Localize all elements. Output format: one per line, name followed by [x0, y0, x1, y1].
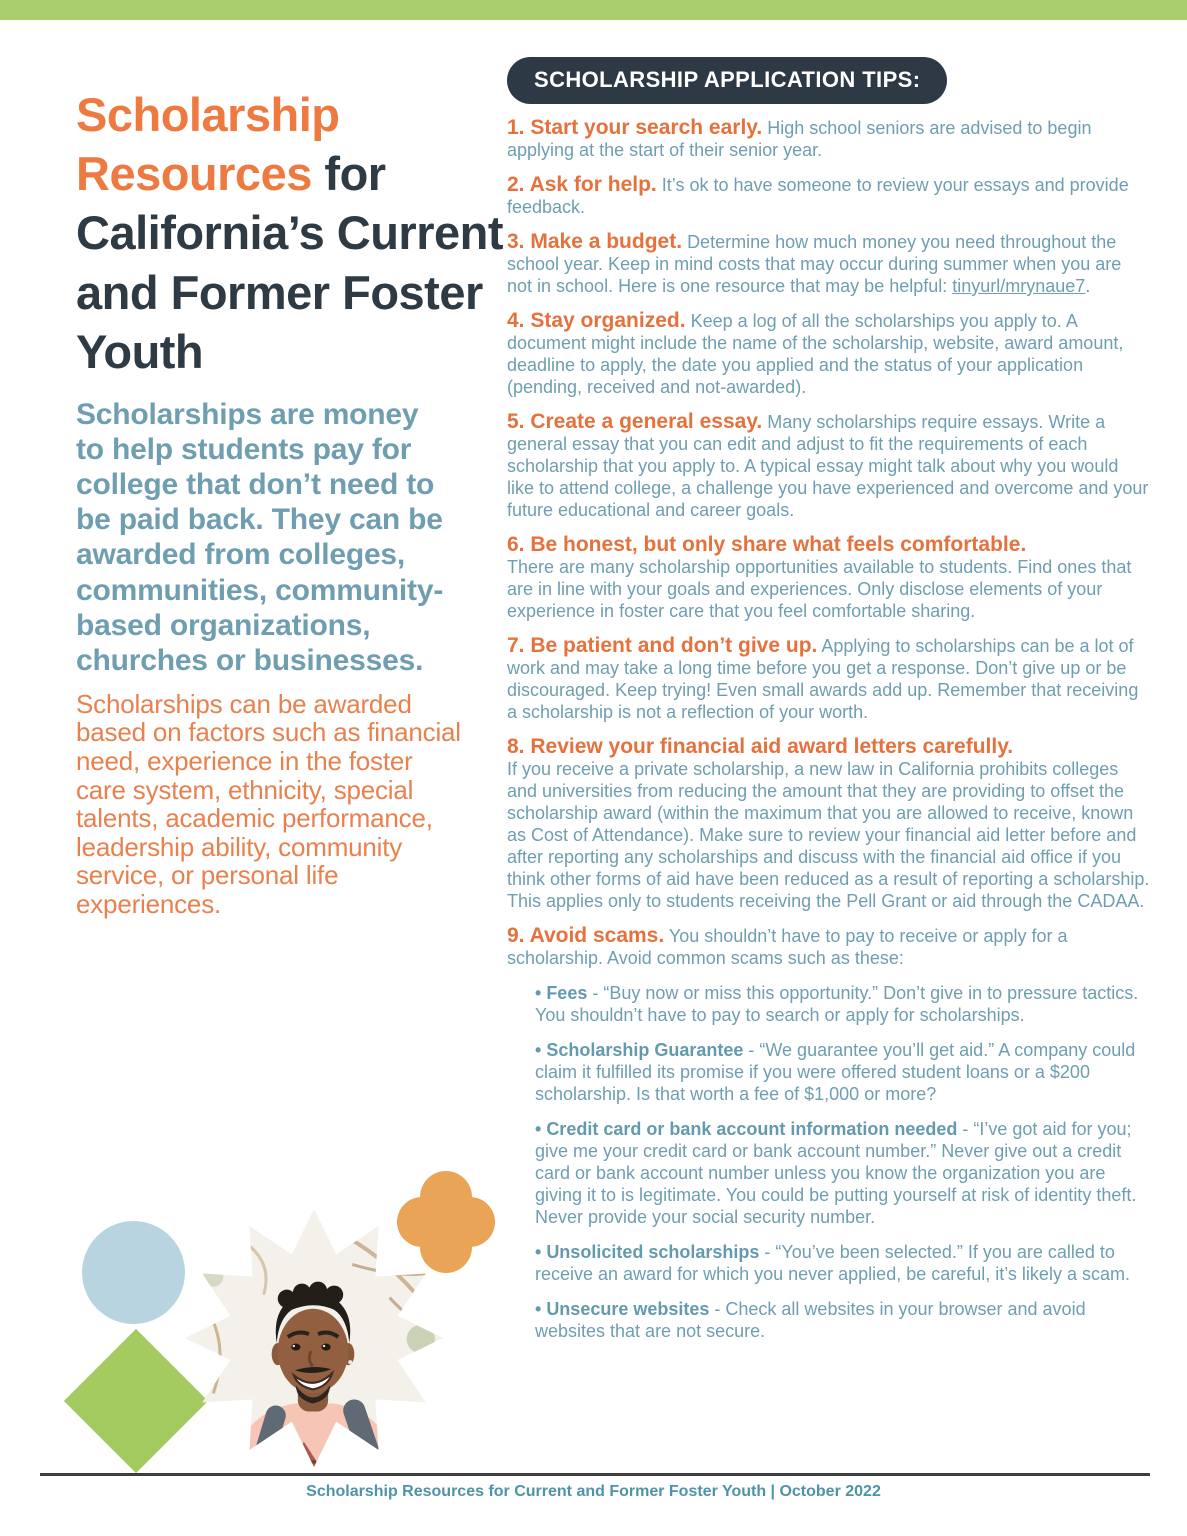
- scam-item: [535, 1118, 1150, 1228]
- scam-label: Unsolicited scholarships: [546, 1242, 760, 1262]
- tip-body-after: .: [1085, 276, 1091, 296]
- tip-item: [507, 310, 1150, 398]
- tip-item: [507, 534, 1150, 622]
- scam-item: [535, 982, 1150, 1026]
- tip-body: Many scholarships require essays. Write a general essay that you can edit and adjust to fit the requirements of each scholarship that you apply to. A typical essay might talk about why you would like to attend college, a challenge you have experienced and overcome and your future educational and career goals.: [507, 412, 1149, 520]
- tip-item: [507, 736, 1150, 912]
- footer-text: Scholarship Resources for Current and Former Foster Youth | October 2022: [306, 1483, 881, 1500]
- scam-label: Scholarship Guarantee: [546, 1040, 744, 1060]
- circle-shape: [82, 1221, 185, 1324]
- bullet-icon: •: [535, 1040, 547, 1060]
- tip-item: [507, 635, 1150, 723]
- tip-body: Determine how much money you need throughout the school year. Keep in mind costs that may occur during summer when you are not in school. Here is one resource that may be helpful:: [507, 232, 1122, 296]
- tip-heading: 1. Start your search early.: [507, 116, 763, 139]
- footer-divider: [40, 1473, 1150, 1476]
- tip-body: High school seniors are advised to begin applying at the start of their senior year.: [507, 118, 1092, 160]
- tip-link[interactable]: tinyurl/mrynaue7: [952, 276, 1086, 296]
- bullet-icon: •: [535, 1299, 547, 1319]
- bullet-icon: •: [535, 1242, 547, 1262]
- intro-paragraph: Scholarships are money to help students pay for college that don’t need to be paid back. They can be awarded from colleges, communities, community-based organizations, churches or businesses.: [76, 398, 444, 677]
- tip-heading: 3. Make a budget.: [507, 230, 683, 253]
- tip-body: It’s ok to have someone to review your essays and provide feedback.: [507, 175, 1129, 217]
- scam-item: [535, 1039, 1150, 1105]
- scam-label: Credit card or bank account information needed: [546, 1119, 958, 1139]
- tips-header-badge: SCHOLARSHIP APPLICATION TIPS:: [507, 57, 947, 104]
- tip-body: You shouldn’t have to pay to receive or apply for a scholarship. Avoid common scams such as these:: [507, 926, 1068, 968]
- tip-heading: 4. Stay organized.: [507, 309, 686, 332]
- tip-heading: 8. Review your financial aid award letters carefully.: [507, 735, 1014, 758]
- title-line-orange: Scholarship Resources: [76, 88, 340, 201]
- tips-list: [507, 117, 1150, 969]
- right-column: [507, 57, 1150, 1342]
- scam-text: - “Buy now or miss this opportunity.” Don’t give in to pressure tactics. You shouldn’t have to pay to search or apply for scholarships.: [535, 983, 1139, 1025]
- bullet-icon: •: [535, 1119, 547, 1139]
- tip-item: [507, 117, 1150, 161]
- page-title: [76, 85, 508, 381]
- bullet-icon: •: [535, 983, 547, 1003]
- top-accent-bar: [0, 0, 1187, 20]
- tip-heading: 2. Ask for help.: [507, 173, 657, 196]
- scam-list: [535, 982, 1150, 1342]
- tip-heading: 6. Be honest, but only share what feels comfortable.: [507, 533, 1027, 556]
- tip-item: [507, 174, 1150, 218]
- tip-body: There are many scholarship opportunities available to students. Find ones that are in line with your goals and experiences. Only disclose elements of your experience in foster care that you feel comfortable sharing.: [507, 557, 1132, 621]
- tip-item: [507, 411, 1150, 521]
- tip-heading: 9. Avoid scams.: [507, 924, 665, 947]
- left-column: [76, 85, 503, 919]
- scam-text: - “You’ve been selected.” If you are called to receive an award for which you never applied, be careful, it’s likely a scam.: [535, 1242, 1130, 1284]
- tip-body: Applying to scholarships can be a lot of work and may take a long time before you get a response. Don’t give up or be discouraged. Keep trying! Even small awards add up. Remember that receiving a scholarship is not a reflection of your worth.: [507, 636, 1139, 722]
- starburst-photo: [183, 1202, 445, 1474]
- scam-item: [535, 1241, 1150, 1285]
- tip-body: Keep a log of all the scholarships you apply to. A document might include the name of the scholarship, website, award amount, deadline to apply, the date you applied and the status of your application (pending, received and not-awarded).: [507, 311, 1124, 397]
- scam-text: - Check all websites in your browser and avoid websites that are not secure.: [535, 1299, 1086, 1341]
- tip-item: [507, 231, 1150, 297]
- tip-body: If you receive a private scholarship, a new law in California prohibits colleges and universities from reducing the amount that they are providing to offset the scholarship award (within the maximum that you are allowed to receive, known as Cost of Attendance). Make sure to review your financial aid letter before and after reporting any scholarships and discuss with the financial aid office if you think other forms of aid have been reduced as a result of reporting a scholarship. This applies only to students receiving the Pell Grant or aid through the CADAA.: [507, 759, 1150, 911]
- tip-heading: 7. Be patient and don’t give up.: [507, 634, 818, 657]
- scam-label: Fees: [546, 983, 588, 1003]
- scam-label: Unsecure websites: [546, 1299, 710, 1319]
- scam-item: [535, 1298, 1150, 1342]
- tip-heading: 5. Create a general essay.: [507, 410, 763, 433]
- tip-item: [507, 925, 1150, 969]
- title-line-dark: for California’s Current and Former Foster Youth: [76, 147, 503, 378]
- factors-paragraph: Scholarships can be awarded based on factors such as financial need, experience in the foster care system, ethnicity, special talents, academic performance, leadership ability, community service, or personal life experiences.: [76, 688, 461, 919]
- scam-text: - “We guarantee you’ll get aid.” A company could claim it fulfilled its promise if you were offered student loans or a $200 scholarship. Is that worth a fee of $1,000 or more?: [535, 1040, 1136, 1104]
- scam-text: - “I’ve got aid for you; give me your credit card or bank account number.” Never give out a credit card or bank account number unless you know the organization you are giving it to is legitimate. You could be putting yourself at risk of identity theft. Never provide your social security number.: [535, 1119, 1137, 1227]
